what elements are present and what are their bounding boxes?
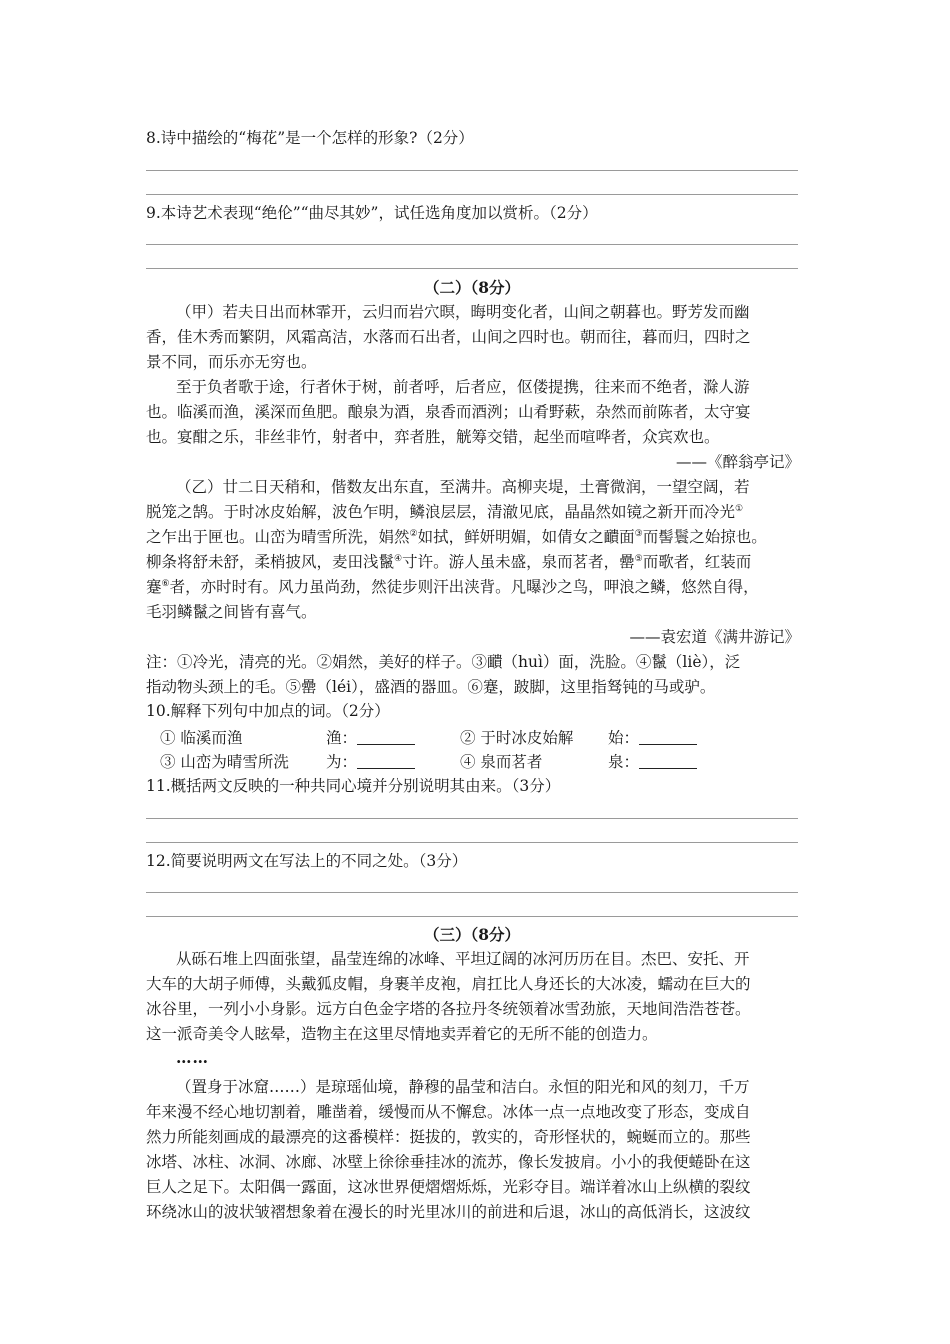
answer-line [146,842,798,843]
jia-paragraph-1-line: （甲）若夫日出而林霏开，云归而岩穴暝，晦明变化者，山间之朝暮也。野芳发而幽 [176,303,750,321]
passage-3-line: 冰塔、冰柱、冰洞、冰廊、冰壁上徐徐垂挂冰的流苏，像长发披肩。小小的我便蜷卧在这 [146,1153,751,1171]
footnote-marker: ④ [394,553,403,564]
notes-line: 指动物头颈上的毛。⑤罍（léi），盛酒的器皿。⑥蹇，跛脚，这里指驽钝的马或驴。 [146,678,716,696]
passage-3-line: 然力所能刻画成的最漂亮的这番模样：挺拔的，敦实的，奇形怪状的，蜿蜒而立的。那些 [146,1128,751,1146]
q10-item-phrase: ① 临溪而渔 [160,729,243,747]
q10-item-phrase: ④ 泉而茗者 [460,753,543,771]
question-11: 11.概括两文反映的一种共同心境并分别说明其由来。（3分） [146,777,561,795]
answer-line [146,818,798,819]
answer-line [146,194,798,195]
answer-line [146,170,798,171]
passage-3-line: 这一派奇美令人眩晕，造物主在这里尽情地卖弄着它的无所不能的创造力。 [146,1025,658,1043]
question-9: 9.本诗艺术表现“绝伦”“曲尽其妙”，试任选角度加以赏析。（2分） [146,204,598,222]
footnote-marker: ⑤ [634,553,643,564]
answer-line [146,268,798,269]
passage-3-line: （置身于冰窟……）是琼瑶仙境，静穆的晶莹和洁白。永恒的阳光和风的刻刀，千万 [176,1078,750,1096]
footnote-marker: ③ [634,528,643,539]
answer-line [146,916,798,917]
answer-blank[interactable] [639,754,697,769]
yi-passage-line: 之乍出于匣也。山峦为晴雪所洗，娟然②如拭，鲜妍明媚，如倩女之靧面③而髻鬟之始掠也。 [146,528,767,546]
jia-paragraph-1-line: 景不同，而乐亦无穷也。 [146,353,317,371]
jia-paragraph-2-line: 也。宴酣之乐，非丝非竹，射者中，弈者胜，觥筹交错，起坐而喧哗者，众宾欢也。 [146,428,720,446]
answer-line [146,892,798,893]
question-12: 12.简要说明两文在写法上的不同之处。（3分） [146,852,468,870]
footnote-marker: ⑥ [161,578,170,589]
answer-line [146,244,798,245]
passage-3-line: 年来漫不经心地切割着，雕凿着，缓慢而从不懈怠。冰体一点一点地改变了形态，变成自 [146,1103,751,1121]
answer-blank[interactable] [639,730,697,745]
jia-source: ——《醉翁亭记》 [675,453,800,471]
footnote-marker: ② [409,528,418,539]
answer-blank[interactable] [357,754,415,769]
jia-paragraph-2-line: 至于负者歌于途，行者休于树，前者呼，后者应，伛偻提携，往来而不绝者，滁人游 [176,378,750,396]
q10-item-answer: 始： [608,728,697,748]
q10-item-answer: 泉： [608,752,697,772]
notes-line: 注：①冷光，清亮的光。②娟然，美好的样子。③靧（huì）面，洗脸。④鬣（liè），泛 [146,653,741,671]
passage-3-line: 从砾石堆上四面张望，晶莹连绵的冰峰、平坦辽阔的冰河历历在目。杰巴、安托、开 [176,950,750,968]
answer-blank[interactable] [357,730,415,745]
jia-paragraph-2-line: 也。临溪而渔，溪深而鱼肥。酿泉为酒，泉香而酒洌；山肴野蔌，杂然而前陈者，太守宴 [146,403,751,421]
q10-item-phrase: ② 于时冰皮始解 [460,729,574,747]
question-8: 8.诗中描绘的“梅花”是一个怎样的形象?（2分） [146,129,474,147]
yi-passage-line: 柳条将舒未舒，柔梢披风，麦田浅鬣④寸许。游人虽未盛，泉而茗者，罍⑤而歌者，红装而 [146,553,752,571]
jia-paragraph-1-line: 香，佳木秀而繁阴，风霜高洁，水落而石出者，山间之四时也。朝而往，暮而归，四时之 [146,328,751,346]
yi-source: ——袁宏道《满井游记》 [629,628,800,646]
section-2-heading: （二）（8分） [423,278,521,297]
question-10: 10.解释下列句中加点的词。（2分） [146,702,390,720]
section-3-heading: （三）（8分） [423,925,521,944]
ellipsis: …… [176,1048,209,1067]
q10-item-answer: 渔： [326,728,415,748]
q10-item-phrase: ③ 山峦为晴雪所洗 [160,753,289,771]
passage-3-line: 环绕冰山的波状皱褶想象着在漫长的时光里冰川的前进和后退，冰山的高低消长，这波纹 [146,1203,751,1221]
q10-item-answer: 为： [326,752,415,772]
yi-passage-line: 蹇⑥者，亦时时有。风力虽尚劲，然徒步则汗出浃背。凡曝沙之鸟，呷浪之鳞，悠然自得， [146,578,759,596]
passage-3-line: 巨人之足下。太阳偶一露面，这冰世界便熠熠烁烁，光彩夺目。端详着冰山上纵横的裂纹 [146,1178,751,1196]
yi-passage-line: 脱笼之鹄。于时冰皮始解，波色乍明，鳞浪层层，清澈见底，晶晶然如镜之新开而冷光① [146,503,744,521]
footnote-marker: ① [735,503,744,514]
yi-passage-line: 毛羽鳞鬣之间皆有喜气。 [146,603,317,621]
passage-3-line: 冰谷里，一列小小身影。远方白色金字塔的各拉丹冬统领着冰雪劲旅，天地间浩浩苍苍。 [146,1000,751,1018]
passage-3-line: 大车的大胡子师傅，头戴狐皮帽，身裹羊皮袍，肩扛比人身还长的大冰凌，蠕动在巨大的 [146,975,751,993]
yi-passage-line: （乙）廿二日天稍和，偕数友出东直，至满井。高柳夹堤，土膏微润，一望空阔，若 [176,478,750,496]
